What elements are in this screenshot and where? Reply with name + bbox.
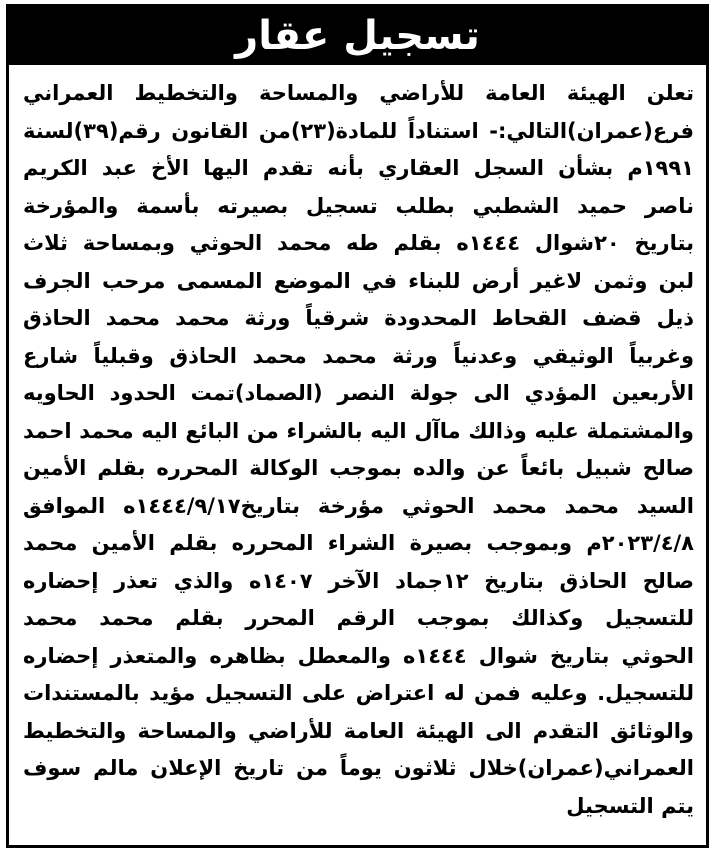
notice-line: لبن وثمن لاغير أرض للبناء في الموضع المسمى مرحب الجرف: [23, 268, 694, 293]
notice-line: ناصر حميد الشطبي بطلب تسجيل بصيرته بأسمة والمؤرخة: [23, 193, 694, 218]
notice-line: والمشتملة عليه وذالك ماآل اليه بالشراء من البائع اليه محمد احمد: [23, 418, 694, 443]
notice-line: ذيل قضف القحاط المحدودة شرقياً ورثة محمد محمد الحاذق: [23, 306, 694, 330]
notice-box: [6, 4, 709, 848]
notice-line: صالح الحاذق بتاريخ ١٢جماد الآخر ١٤٠٧ه والذي تعذر إحضاره: [23, 568, 694, 593]
notice-line: ١٩٩١م بشأن السجل العقاري بأنه تقدم اليها الأخ عبد الكريم: [23, 156, 694, 180]
notice-line: ٢٠٢٣/٤/٨م وبموجب بصيرة الشراء المحرره بقلم الأمين محمد: [23, 531, 694, 555]
notice-line: الحوثي بتاريخ شوال ١٤٤٤ه والمعطل بظاهره والمتعذر إحضاره: [23, 643, 694, 668]
notice-line: يتم التسجيل: [566, 793, 694, 818]
notice-line: وغربياً الوثيقي وعدنياً ورثة محمد محمد الحاذق وقبلياً شارع: [23, 343, 694, 368]
notice-line: والوثائق التقدم الى الهيئة العامة للأراضي والمساحة والتخطيط: [23, 718, 694, 743]
notice-line: الأربعين المؤدي الى جولة النصر (الصماد)تمت الحدود الحاويه: [23, 381, 694, 405]
notice-line: للتسجيل. وعليه فمن له اعتراض على التسجيل مؤيد بالمستندات: [23, 681, 694, 705]
notice-line: صالح شبيل بائعاً عن والده بموجب الوكالة المحرره بقلم الأمين: [23, 456, 694, 480]
notice-line: فرع(عمران)التالي:- استناداً للمادة(٢٣)من القانون رقم(٣٩)لسنة: [23, 118, 694, 143]
notice-header: [9, 7, 706, 65]
notice-line: للتسجيل وكذالك بموجب الرقم المحرر بقلم محمد محمد: [23, 606, 694, 630]
notice-line: تعلن الهيئة العامة للأراضي والمساحة والتخطيط العمراني: [23, 81, 694, 105]
notice-line: العمراني(عمران)خلال ثلاثون يوماً من تاريخ الإعلان مالم سوف: [23, 756, 694, 780]
notice-title: تسجيل عقار: [235, 13, 480, 59]
notice-line: السيد محمد محمد الحوثي مؤرخة بتاريخ١٤٤٤/٩/١٧ه الموافق: [23, 493, 694, 518]
notice-line: بتاريخ ٢٠شوال ١٤٤٤ه بقلم طه محمد الحوثي وبمساحة ثلاث: [23, 231, 694, 255]
notice-body: [23, 75, 694, 825]
